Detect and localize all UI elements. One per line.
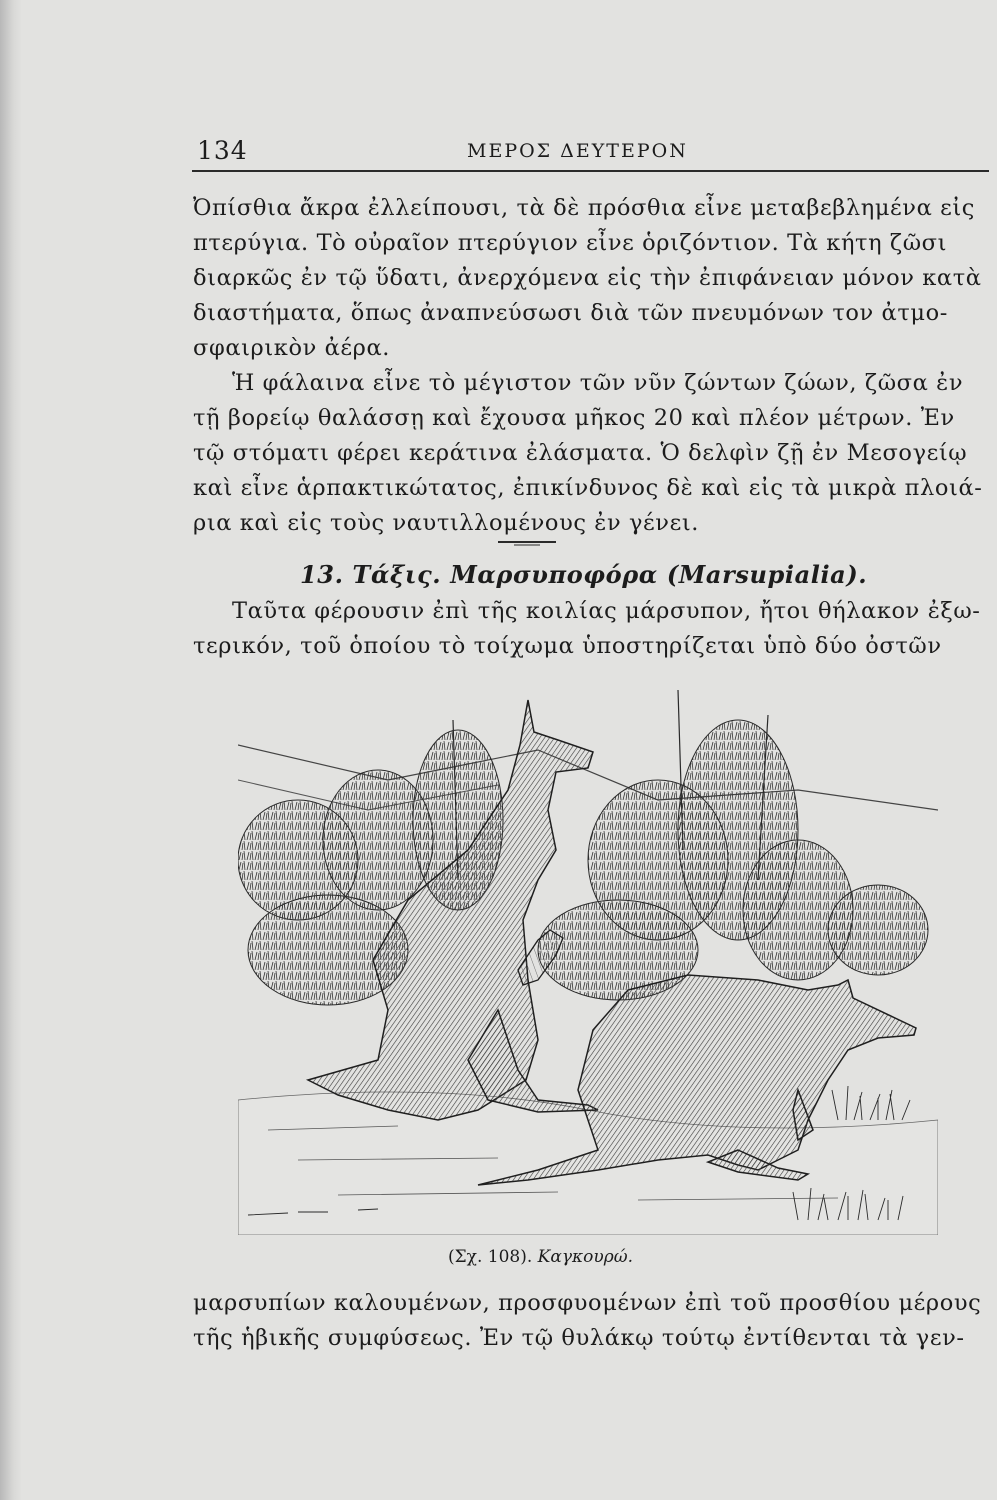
figure-caption-number: (Σχ. 108). [448, 1247, 533, 1267]
section-heading: 13. Τάξις. Μαρσυποφόρα (Marsupialia). [300, 560, 868, 589]
page-gutter [0, 0, 22, 1500]
figure-caption [448, 1247, 633, 1267]
text-line: Ἡ φάλαινα εἶνε τὸ μέγιστον τῶν νῦν ζώντων ζώων, ζῶσα ἐν [232, 370, 964, 396]
figure-caption-title: Καγκουρώ. [537, 1247, 633, 1267]
header-rule [192, 170, 989, 172]
text-line: διαστήματα, ὅπως ἀναπνεύσωσι διὰ τῶν πνευμόνων τον ἀτμο- [193, 300, 948, 326]
text-line: σφαιρικὸν ἀέρα. [193, 335, 391, 361]
text-line: πτερύγια. Τὸ οὐραῖον πτερύγιον εἶνε ὁριζόντιον. Τὰ κήτη ζῶσι [193, 230, 948, 256]
text-line: Ταῦτα φέρουσιν ἐπὶ τῆς κοιλίας μάρσυπον, ἤτοι θήλακον ἐξω- [232, 598, 981, 624]
running-head: ΜΕΡΟΣ ΔΕΥΤΕΡΟΝ [467, 140, 688, 162]
text-line: τῇ βορείῳ θαλάσσῃ καὶ ἔχουσα μῆκος 20 καὶ πλέον μέτρων. Ἐν [193, 405, 955, 431]
kangaroo-illustration [238, 680, 938, 1235]
text-line: Ὀπίσθια ἄκρα ἐλλείπουσι, τὰ δὲ πρόσθια εἶνε μεταβεβλημένα εἰς [193, 195, 976, 221]
text-line: καὶ εἶνε ἁρπακτικώτατος, ἐπικίνδυνος δὲ καὶ εἰς τὰ μικρὰ πλοιά- [193, 475, 983, 501]
text-line: ρια καὶ εἰς τοὺς ναυτιλλομένους ἐν γένει. [193, 510, 700, 536]
text-line: τῆς ἡβικῆς συμφύσεως. Ἐν τῷ θυλάκῳ τούτῳ ἐντίθενται τὰ γεν- [193, 1325, 965, 1351]
page-number: 134 [197, 136, 248, 165]
text-line: διαρκῶς ἐν τῷ ὕδατι, ἀνερχόμενα εἰς τὴν ἐπιφάνειαν μόνον κατὰ [193, 265, 982, 291]
text-line: μαρσυπίων καλουμένων, προσφυομένων ἐπὶ τοῦ προσθίου μέρους [193, 1290, 982, 1316]
text-line: τῷ στόματι φέρει κεράτινα ἐλάσματα. Ὁ δελφὶν ζῇ ἐν Μεσογείῳ [193, 440, 968, 466]
text-line: τερικόν, τοῦ ὁποίου τὸ τοίχωμα ὑποστηρίζεται ὑπὸ δύο ὀστῶν [193, 633, 942, 659]
ornament-divider [496, 539, 558, 547]
